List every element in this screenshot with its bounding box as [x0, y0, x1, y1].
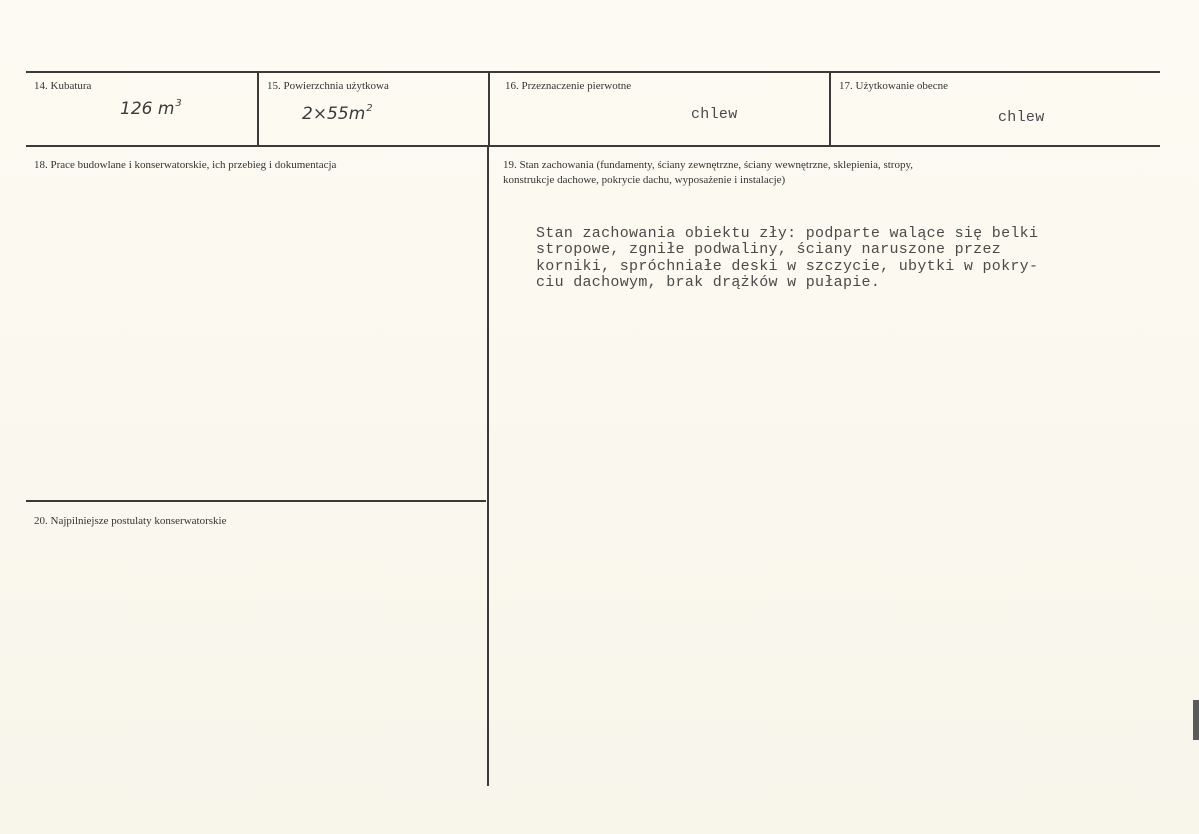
- prace-label: 18. Prace budowlane i konserwatorskie, ich przebieg i dokumentacja: [34, 159, 337, 171]
- stan-text-line-1: Stan zachowania obiektu zły: podparte walące się belki: [536, 225, 1039, 242]
- stan-text-line-2: stropowe, zgniłe podwaliny, ściany naruszone przez: [536, 241, 1002, 258]
- postulaty-label: 20. Najpilniejsze postulaty konserwatorskie: [34, 515, 227, 527]
- kubatura-exponent: 3: [175, 98, 182, 109]
- stan-text-line-4: ciu dachowym, brak drążków w pułapie.: [536, 274, 881, 291]
- powierzchnia-value: [302, 103, 373, 124]
- divider-16-17: [829, 72, 831, 146]
- przeznaczenie-value: chlew: [691, 106, 738, 123]
- divider-14-15: [257, 72, 259, 146]
- kubatura-value-text: 126 m: [120, 99, 175, 119]
- top-rule: [26, 71, 1160, 73]
- stan-label-line1: 19. Stan zachowania (fundamenty, ściany zewnętrzne, ściany wewnętrzne, sklepienia, stropy,: [503, 159, 914, 171]
- kubatura-value: [120, 98, 182, 119]
- uzytkowanie-value: chlew: [998, 109, 1045, 126]
- divider-main-column: [487, 146, 489, 786]
- przeznaczenie-label: 16. Przeznaczenie pierwotne: [505, 80, 632, 92]
- divider-15-16: [488, 72, 490, 146]
- stan-text-line-3: korniki, spróchniałe deski w szczycie, ubytki w pokry-: [536, 258, 1039, 275]
- section18-bottom-rule: [26, 500, 486, 502]
- powierzchnia-value-text: 2×55m: [302, 104, 366, 124]
- kubatura-label: 14. Kubatura: [34, 80, 92, 92]
- powierzchnia-exponent: 2: [366, 103, 373, 114]
- powierzchnia-label: 15. Powierzchnia użytkowa: [267, 80, 389, 92]
- scan-edge-mark: [1193, 700, 1199, 740]
- row1-bottom-rule: [26, 145, 1160, 147]
- uzytkowanie-label: 17. Użytkowanie obecne: [839, 80, 949, 92]
- stan-label-line2: konstrukcje dachowe, pokrycie dachu, wyposażenie i instalacje): [503, 174, 786, 186]
